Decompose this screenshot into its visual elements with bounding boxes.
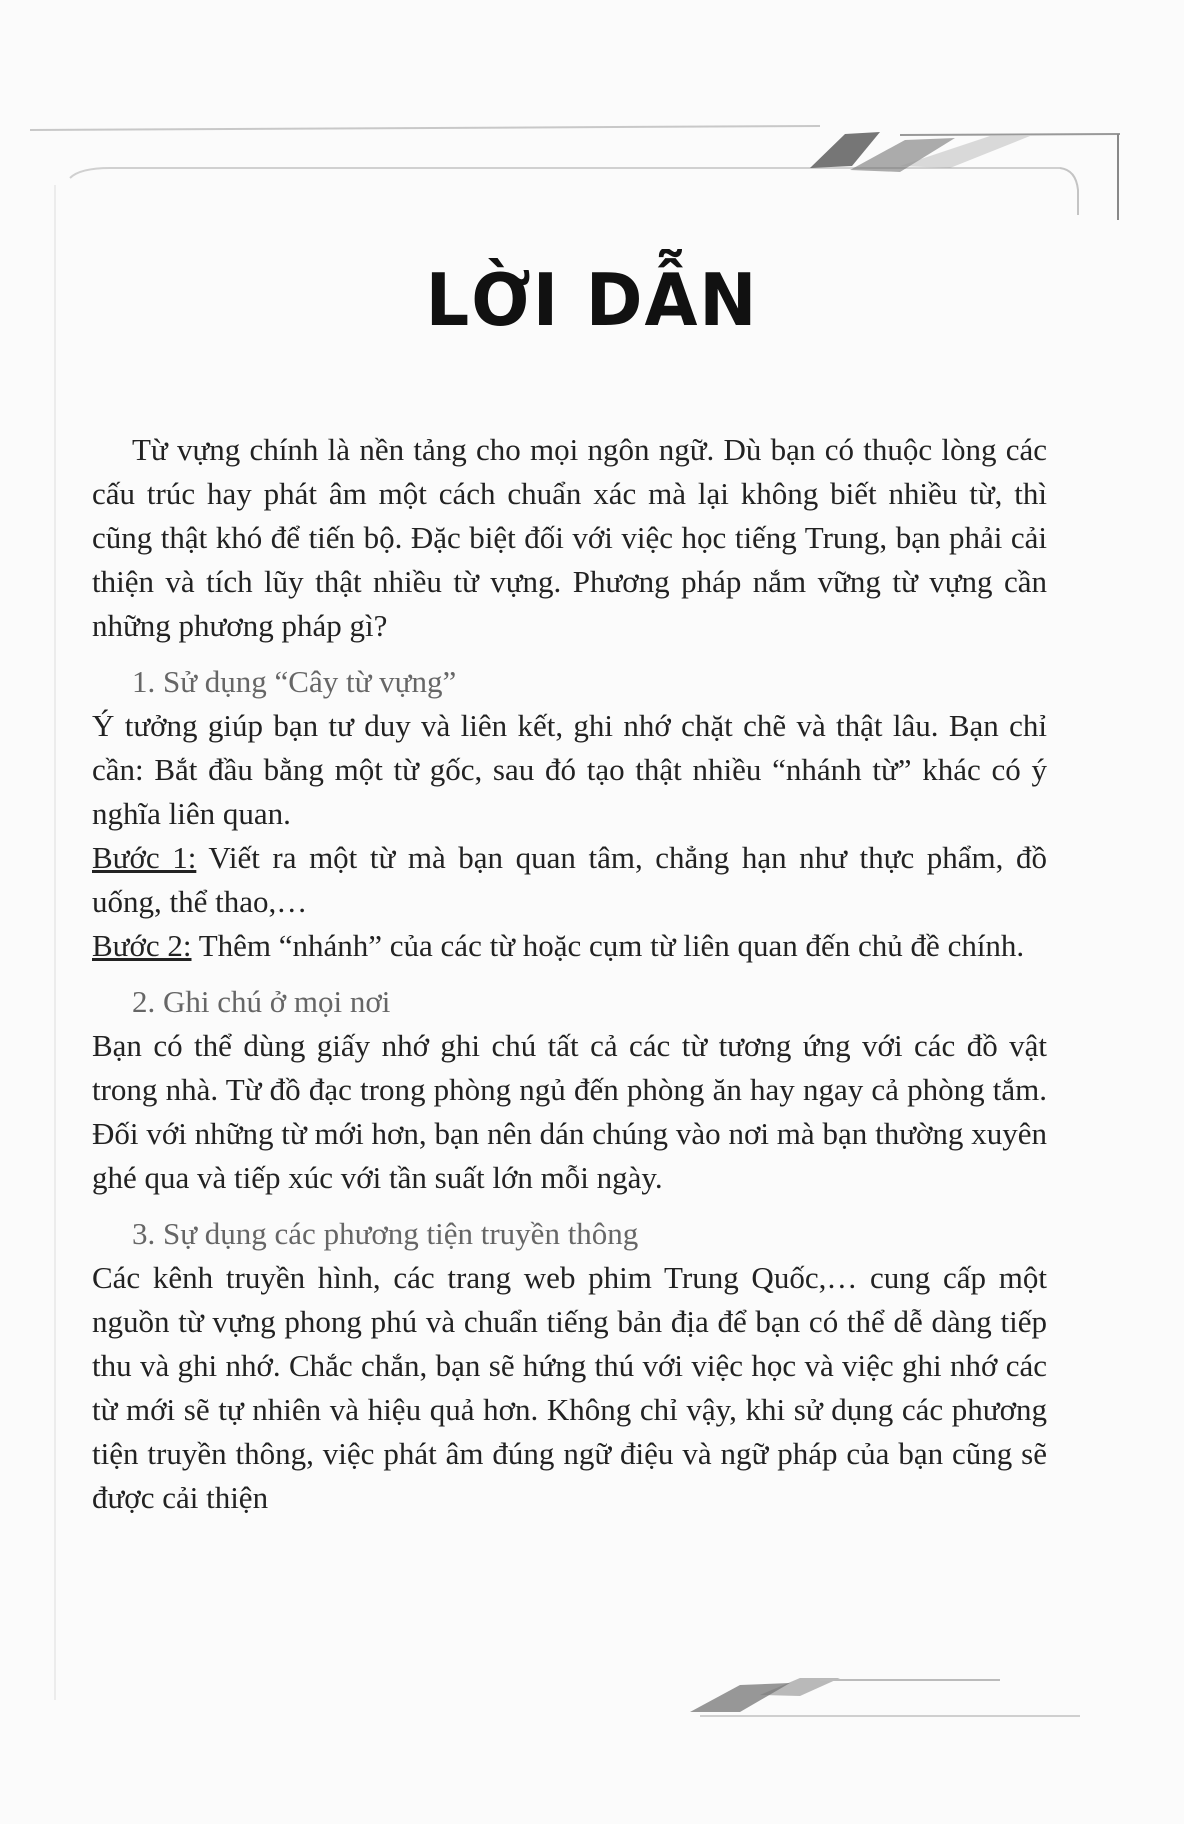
section-1-step-1	[92, 836, 1047, 924]
body-text	[92, 428, 1047, 1520]
section-3-heading: 3. Sự dụng các phương tiện truyền thông	[132, 1216, 639, 1251]
step-1-label: Bước 1:	[92, 840, 197, 875]
section-1-step-2	[92, 924, 1047, 968]
intro-paragraph: Từ vựng chính là nền tảng cho mọi ngôn ngữ. Dù bạn có thuộc lòng các cấu trúc hay phát âm một cách chuẩn xác mà lại không biết nhiều từ, thì cũng thật khó để tiến bộ. Đặc biệt đối với việc học tiếng Trung, bạn phải cải thiện và tích lũy thật nhiều từ vựng. Phương pháp nắm vững từ vựng cần những phương pháp gì?	[92, 432, 1047, 643]
step-2-label: Bước 2:	[92, 928, 192, 963]
section-2-body: Bạn có thể dùng giấy nhớ ghi chú tất cả các từ tương ứng với các đồ vật trong nhà. Từ đồ đạc trong phòng ngủ đến phòng ăn hay ngay cả phòng tắm. Đối với những từ mới hơn, bạn nên dán chúng vào nơi mà bạn thường xuyên ghé qua và tiếp xúc với tần suất lớn mỗi ngày.	[92, 1028, 1047, 1195]
step-2-text: Thêm “nhánh” của các từ hoặc cụm từ liên quan đến chủ đề chính.	[191, 928, 1025, 963]
section-2-heading: 2. Ghi chú ở mọi nơi	[132, 984, 391, 1019]
section-1-body: Ý tưởng giúp bạn tư duy và liên kết, ghi nhớ chặt chẽ và thật lâu. Bạn chỉ cần: Bắt đầu bằng một từ gốc, sau đó tạo thật nhiều “nhánh từ” khác có ý nghĩa liên quan.	[92, 708, 1047, 831]
section-1-heading: 1. Sử dụng “Cây từ vựng”	[132, 664, 457, 699]
brush-stroke-bottom	[690, 1678, 1080, 1716]
brush-stroke-top	[810, 132, 1120, 220]
section-3-body: Các kênh truyền hình, các trang web phim Trung Quốc,… cung cấp một nguồn từ vựng phong phú và chuẩn tiếng bản địa để bạn có thể dễ dàng tiếp thu và ghi nhớ. Chắc chắn, bạn sẽ hứng thú với việc học và việc ghi nhớ các từ mới sẽ tự nhiên và hiệu quả hơn. Không chỉ vậy, khi sử dụng các phương tiện truyền thông, việc phát âm đúng ngữ điệu và ngữ pháp của bạn cũng sẽ được cải thiện	[92, 1260, 1047, 1515]
page-title: LỜI DẪN	[425, 258, 759, 342]
step-1-text: Viết ra một từ mà bạn quan tâm, chẳng hạn như thực phẩm, đồ uống, thể thao,…	[92, 840, 1047, 919]
